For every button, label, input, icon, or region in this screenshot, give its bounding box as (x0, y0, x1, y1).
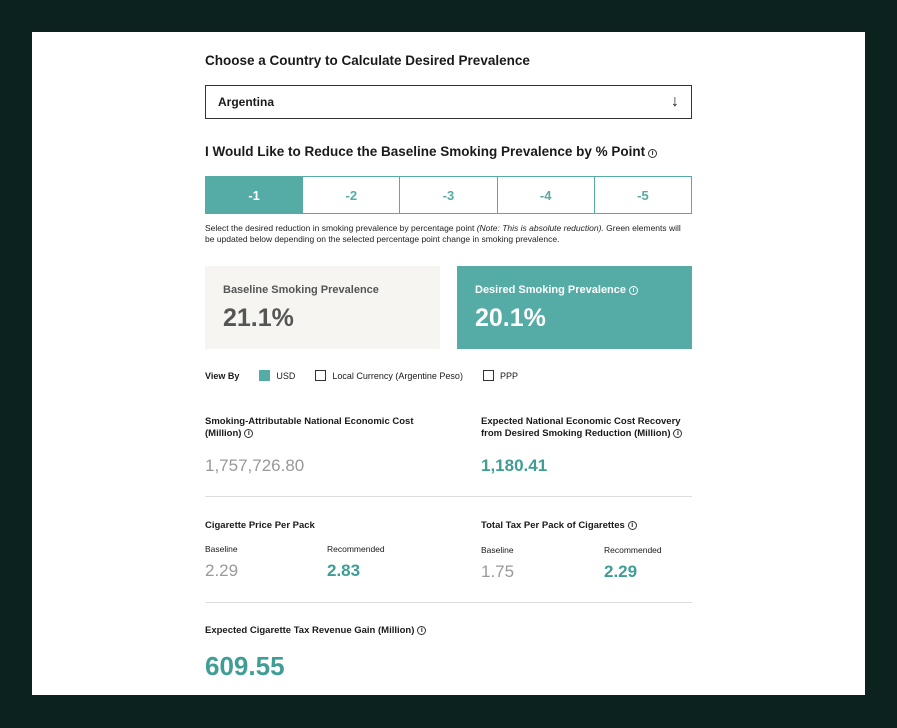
price-baseline-value: 2.29 (205, 561, 239, 580)
info-icon[interactable]: i (648, 149, 657, 158)
option-1[interactable]: -1 (206, 177, 302, 213)
econ-cost-value: 1,757,726.80 (205, 456, 305, 475)
ppp-checkbox[interactable] (483, 370, 494, 381)
note-text-2: Green elements will be updated below depending on the selected percentage point change in smoking prevalence. (205, 223, 681, 244)
usd-checkbox[interactable] (259, 370, 270, 381)
info-icon[interactable]: i (244, 429, 253, 438)
calculator-panel (32, 32, 865, 695)
revenue-label (205, 625, 426, 637)
price-recommended-label: Recommended (327, 544, 385, 554)
revenue-text: Expected Cigarette Tax Revenue Gain (Million) (205, 625, 415, 636)
tax-text: Total Tax Per Pack of Cigarettes (481, 520, 625, 531)
reduce-heading-text: I Would Like to Reduce the Baseline Smoking Prevalence by % Point (205, 144, 646, 159)
local-currency-label: Local Currency (Argentine Peso) (332, 370, 463, 381)
baseline-value: 21.1% (223, 304, 294, 332)
recovery-label (481, 416, 696, 440)
arrow-down-icon: ↓ (671, 93, 679, 110)
econ-cost-text: Smoking-Attributable National Economic Cost (Million) (205, 416, 414, 439)
tax-baseline-value: 1.75 (481, 562, 515, 581)
view-by (205, 370, 692, 381)
price-label: Cigarette Price Per Pack (205, 520, 315, 531)
baseline-card (205, 266, 440, 349)
price-baseline-label: Baseline (205, 544, 238, 554)
tax-baseline-label: Baseline (481, 545, 514, 555)
recovery-text: Expected National Economic Cost Recovery from Desired Smoking Reduction (Million) (481, 416, 681, 439)
note-emphasis: (Note: This is absolute reduction). (476, 223, 604, 233)
revenue-value: 609.55 (205, 651, 285, 681)
reduction-selector (205, 176, 692, 214)
option-5[interactable]: -5 (594, 177, 691, 213)
divider (205, 496, 692, 497)
divider (205, 602, 692, 603)
recovery-value: 1,180.41 (481, 456, 548, 475)
view-by-label: View By (205, 370, 240, 381)
tax-recommended-label: Recommended (604, 545, 662, 555)
note-text: Select the desired reduction in smoking prevalence by percentage point (205, 223, 477, 233)
country-select[interactable] (205, 85, 692, 119)
desired-label: Desired Smoking Prevalence (475, 284, 627, 296)
country-heading: Choose a Country to Calculate Desired Prevalence (205, 53, 530, 68)
info-icon[interactable]: i (629, 286, 638, 295)
option-4[interactable]: -4 (497, 177, 594, 213)
country-value: Argentina (218, 95, 275, 109)
tax-label (481, 520, 637, 532)
local-currency-checkbox[interactable] (315, 370, 326, 381)
option-2[interactable]: -2 (302, 177, 399, 213)
usd-label: USD (276, 370, 296, 381)
tax-recommended-value: 2.29 (604, 562, 638, 581)
desired-card (457, 266, 692, 349)
baseline-label: Baseline Smoking Prevalence (223, 284, 379, 296)
reduction-note (205, 223, 692, 245)
price-recommended-value: 2.83 (327, 561, 361, 580)
info-icon[interactable]: i (417, 626, 426, 635)
econ-cost-label (205, 416, 415, 440)
desired-value: 20.1% (475, 304, 546, 332)
info-icon[interactable]: i (673, 429, 682, 438)
ppp-label: PPP (499, 370, 518, 381)
info-icon[interactable]: i (628, 521, 637, 530)
reduce-heading (205, 144, 692, 159)
option-3[interactable]: -3 (399, 177, 496, 213)
